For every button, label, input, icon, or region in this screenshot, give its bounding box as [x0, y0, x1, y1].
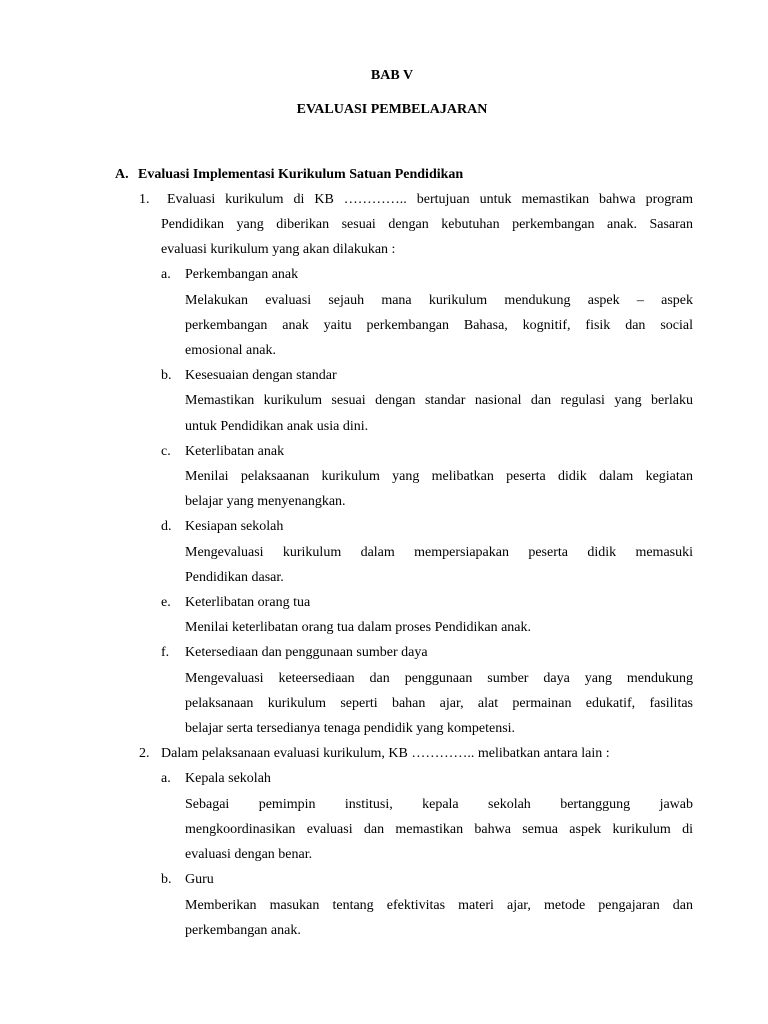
- item-1e-letter: e.: [161, 595, 171, 610]
- item-1d-desc-line-1: Mengevaluasi kurikulum dalam mempersiapakan peserta didik memasuki: [185, 545, 693, 560]
- item-1d-title: Kesiapan sekolah: [185, 519, 284, 534]
- item-1f-desc-line-2: pelaksanaan kurikulum seperti bahan ajar, alat permainan edukatif, fasilitas: [185, 696, 693, 711]
- section-a-letter: A.: [115, 167, 129, 182]
- item-1c-desc-line-1: Menilai pelaksaanan kurikulum yang melibatkan peserta didik dalam kegiatan: [185, 469, 693, 484]
- point-1-line-3: evaluasi kurikulum yang akan dilakukan :: [161, 242, 396, 257]
- item-1d-desc-line-2: Pendidikan dasar.: [185, 570, 284, 585]
- item-1d-letter: d.: [161, 519, 172, 534]
- chapter-number: BAB V: [370, 68, 414, 83]
- point-2-number: 2.: [139, 746, 150, 761]
- item-1a-letter: a.: [161, 267, 171, 282]
- item-2b-title: Guru: [185, 872, 214, 887]
- item-1b-desc-line-1: Memastikan kurikulum sesuai dengan standar nasional dan regulasi yang berlaku: [185, 393, 693, 408]
- point-2-line-1: Dalam pelaksanaan evaluasi kurikulum, KB ………….. melibatkan antara lain :: [161, 746, 610, 761]
- chapter-title: EVALUASI PEMBELAJARAN: [296, 102, 488, 117]
- item-1e-title: Keterlibatan orang tua: [185, 595, 311, 610]
- item-2a-desc-line-3: evaluasi dengan benar.: [185, 847, 313, 862]
- item-1c-letter: c.: [161, 444, 171, 459]
- item-1b-desc-line-2: untuk Pendidikan anak usia dini.: [185, 419, 369, 434]
- item-1e-desc-line-1: Menilai keterlibatan orang tua dalam proses Pendidikan anak.: [185, 620, 532, 635]
- item-1a-desc-line-3: emosional anak.: [185, 343, 276, 358]
- section-a-title: Evaluasi Implementasi Kurikulum Satuan Pendidikan: [138, 167, 464, 182]
- section-a-heading: [115, 166, 463, 184]
- item-1a-title: Perkembangan anak: [185, 267, 299, 282]
- point-1-number: 1.: [139, 192, 150, 207]
- item-1f-desc-line-3: belajar serta tersedianya tenaga pendidik yang kompetensi.: [185, 721, 516, 736]
- item-2a-letter: a.: [161, 771, 171, 786]
- item-1c-title: Keterlibatan anak: [185, 444, 285, 459]
- item-1f-letter: f.: [161, 645, 170, 660]
- item-1b-title: Kesesuaian dengan standar: [185, 368, 337, 383]
- item-1f-title: Ketersediaan dan penggunaan sumber daya: [185, 645, 428, 660]
- item-2a-desc-line-2: mengkoordinasikan evaluasi dan memastikan bahwa semua aspek kurikulum di: [185, 822, 693, 837]
- item-2b-desc-line-1: Memberikan masukan tentang efektivitas materi ajar, metode pengajaran dan: [185, 898, 693, 913]
- item-1c-desc-line-2: belajar yang menyenangkan.: [185, 494, 346, 509]
- item-2a-desc-line-1: Sebagai pemimpin institusi, kepala sekolah bertanggung jawab: [185, 797, 693, 812]
- point-1-line-1: Evaluasi kurikulum di KB ………….. bertujuan untuk memastikan bahwa program: [167, 192, 693, 207]
- item-2b-desc-line-2: perkembangan anak.: [185, 923, 301, 938]
- item-1a-desc-line-1: Melakukan evaluasi sejauh mana kurikulum mendukung aspek – aspek: [185, 293, 693, 308]
- item-2b-letter: b.: [161, 872, 172, 887]
- item-1a-desc-line-2: perkembangan anak yaitu perkembangan Bahasa, kognitif, fisik dan social: [185, 318, 693, 333]
- item-1f-desc-line-1: Mengevaluasi keteersediaan dan penggunaan sumber daya yang mendukung: [185, 671, 693, 686]
- item-1b-letter: b.: [161, 368, 172, 383]
- point-1-line-2: Pendidikan yang diberikan sesuai dengan kebutuhan perkembangan anak. Sasaran: [161, 217, 693, 232]
- item-2a-title: Kepala sekolah: [185, 771, 271, 786]
